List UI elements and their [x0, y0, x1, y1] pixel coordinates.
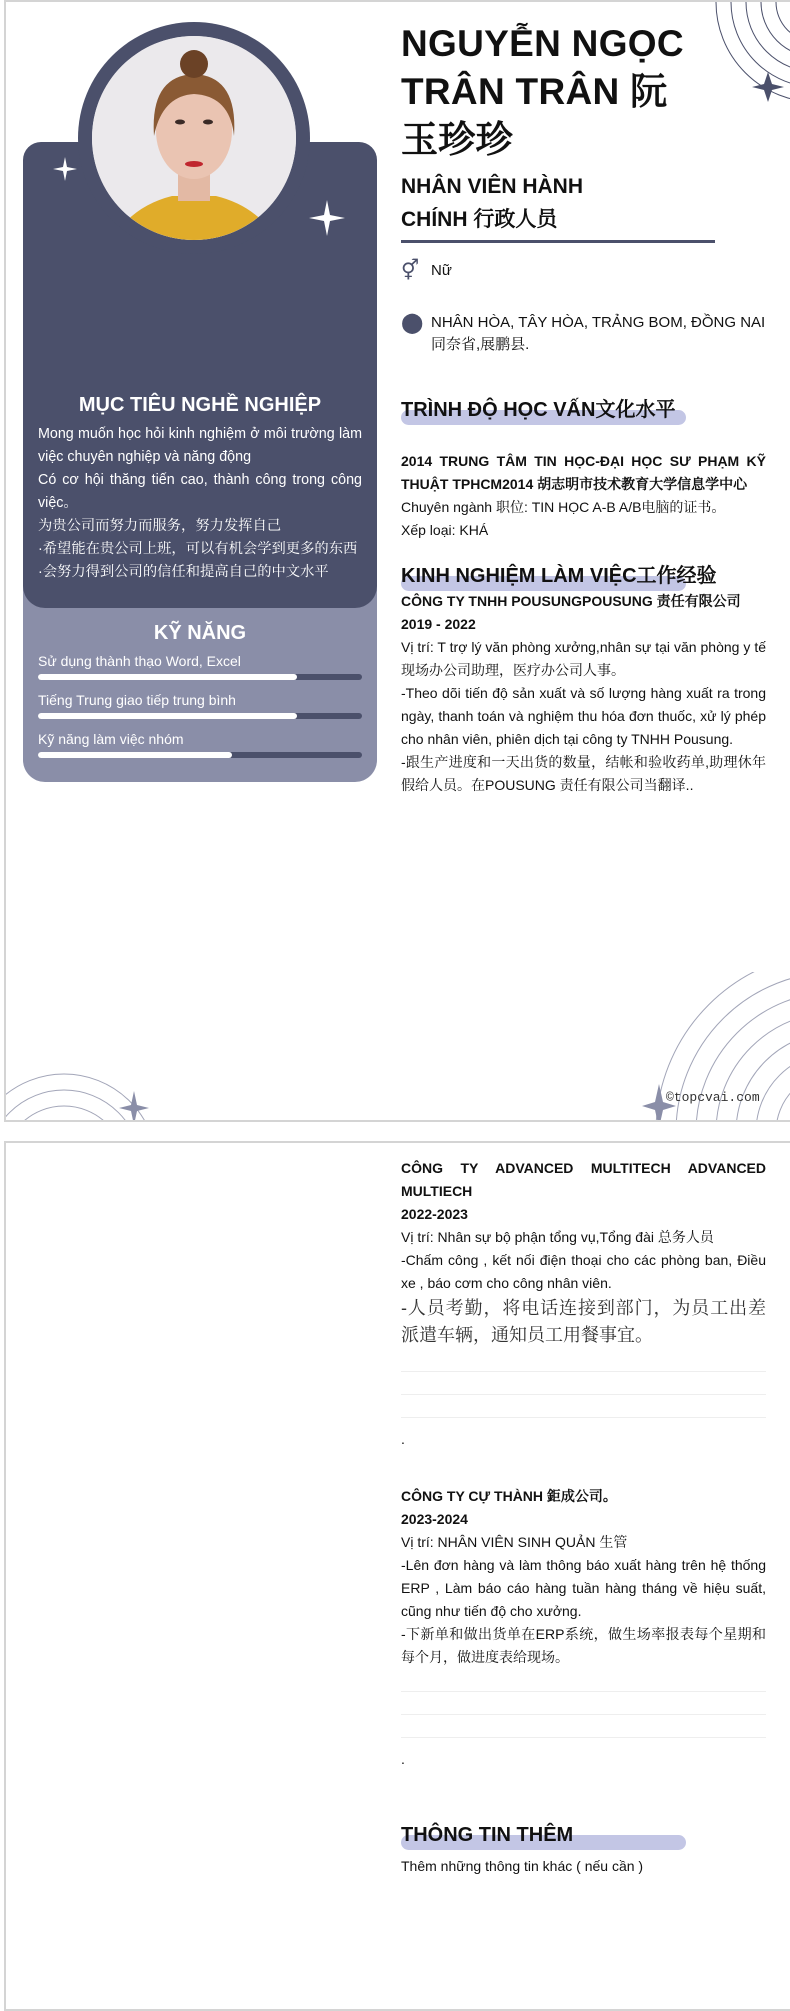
education-heading-text: TRÌNH ĐỘ HỌC VẤN文化水平 [401, 399, 676, 421]
watermark: ©topcvai.com [666, 1090, 760, 1105]
skills-heading: KỸ NĂNG [153, 622, 247, 644]
skill-label: Kỹ năng làm việc nhóm [38, 731, 184, 747]
job-period: 2023-2024 [401, 1511, 468, 1527]
skill-label: Sử dụng thành thạo Word, Excel [38, 653, 241, 669]
job-detail: Vị trí: T trợ lý văn phòng xưởng,nhân sự tại văn phòng y tế 现场办公司助理，医疗办公司人事。 [401, 639, 766, 678]
candidate-name: NGUYỄN NGỌC TRÂN TRÂN 阮玉珍珍 [401, 23, 684, 160]
job-period: 2019 - 2022 [401, 616, 476, 632]
cv-page-2 [4, 1141, 790, 2011]
gender-icon: ⚥ [401, 260, 420, 282]
experience-section [401, 562, 766, 797]
job-period: 2022-2023 [401, 1206, 468, 1222]
arc-decoration-icon [706, 2, 790, 112]
job-company: CÔNG TY TNHH POUSUNGPOUSUNG 责任有限公司 [401, 593, 741, 609]
experience-heading-text: KINH NGHIỆM LÀM VIỆC工作经验 [401, 565, 717, 587]
skill-label: Tiếng Trung giao tiếp trung bình [38, 692, 236, 708]
skills-section [23, 622, 377, 768]
additional-heading-text: THÔNG TIN THÊM [401, 1824, 574, 1846]
job-detail: . [401, 1751, 405, 1767]
skill-bar [38, 713, 362, 719]
job-detail: . [401, 1431, 405, 1447]
skill-bar-fill [38, 674, 297, 680]
job-detail: -跟生产进度和一天出货的数量，结帐和验收药单,助理休年假给人员。在POUSUNG 责任有限公司当翻译.. [401, 754, 766, 793]
job-detail: Vị trí: Nhân sự bộ phận tổng vụ,Tổng đài 总务人员 [401, 1229, 714, 1245]
gender-row [401, 260, 766, 282]
experience-continued [401, 1157, 766, 1878]
education-school: 2014 TRUNG TÂM TIN HỌC-ĐẠI HỌC SƯ PHẠM KỸ THUẬT TPHCM2014 胡志明市技术教育大学信息学中心 [401, 453, 766, 492]
cv-page-1 [4, 0, 790, 1122]
additional-heading [401, 1821, 766, 1849]
education-rank: Xếp loại: KHÁ [401, 522, 489, 538]
sparkle-icon [309, 200, 345, 236]
portrait-photo [92, 36, 296, 240]
skill-item [23, 690, 377, 719]
education-major: Chuyên ngành 职位: TIN HỌC A-B A/B电脑的证书。 [401, 499, 726, 515]
arc-decoration-bottom-left-icon [6, 1067, 156, 1122]
job-detail: Vị trí: NHÂN VIÊN SINH QUẢN 生管 [401, 1534, 628, 1550]
address-row [401, 312, 766, 356]
gender-value: Nữ [431, 262, 452, 279]
job-detail: -Theo dõi tiến độ sản xuất và số lượng hàng xuất ra trong ngày, thanh toán và nghiệm thu hóa đơn thuốc, xử lý phép cho nhân viên, phiên dịch tại công ty TNHH Pousung. [401, 685, 766, 747]
experience-heading [401, 562, 766, 590]
objective-line: Mong muốn học hỏi kinh nghiệm ở môi trường làm việc chuyên nghiệp và năng động [38, 426, 362, 465]
skill-bar-fill [38, 713, 297, 719]
title-divider [401, 240, 715, 243]
job-title: NHÂN VIÊN HÀNH CHÍNH 行政人员 [401, 175, 584, 231]
header [401, 20, 701, 243]
job-detail: -Chấm công , kết nối điện thoại cho các phòng ban, Điều xe , báo cơm cho công nhân viên. [401, 1252, 766, 1291]
objective-line: 为贵公司而努力而服务，努力发挥自己 [38, 518, 282, 534]
address-value: NHÂN HÒA, TÂY HÒA, TRẢNG BOM, ĐỒNG NAI 同奈省,展鹏县. [431, 314, 766, 353]
skill-bar [38, 674, 362, 680]
skill-item [23, 729, 377, 758]
objective-line: Có cơ hội thăng tiến cao, thành công trong công việc。 [38, 472, 362, 511]
skill-bar [38, 752, 362, 758]
objective-line: ·会努力得到公司的信任和提高自己的中文水平 [38, 564, 329, 580]
contact-info [401, 260, 766, 356]
additional-text: Thêm những thông tin khác ( nếu cần ) [401, 1858, 644, 1874]
job-company: CÔNG TY ADVANCED MULTITECH ADVANCED MULTIECH [401, 1160, 766, 1199]
job-detail: -下新单和做出货单在ERP系统，做生场率报表每个星期和每个月，做进度表给现场。 [401, 1626, 766, 1665]
objective-line: ·希望能在贵公司上班，可以有机会学到更多的东西 [38, 541, 358, 557]
sparkle-icon [53, 157, 77, 181]
education-heading [401, 396, 766, 424]
education-section [401, 396, 766, 542]
job-detail: -Lên đơn hàng và làm thông báo xuất hàng trên hệ thống ERP , Làm báo cáo hàng tuần hàng tháng về hiệu suất, cũng như tiến độ cho xưởng. [401, 1557, 766, 1619]
location-pin-icon: ⬤ [401, 312, 424, 334]
skill-bar-fill [38, 752, 232, 758]
objective-heading: MỤC TIÊU NGHỀ NGHIỆP [78, 394, 322, 416]
avatar [92, 36, 296, 240]
career-objective [23, 394, 377, 584]
skill-item [23, 651, 377, 680]
job-detail: -人员考勤，将电话连接到部门，为员工出差派遣车辆，通知员工用餐事宜。 [401, 1298, 766, 1345]
job-company: CÔNG TY CỰ THÀNH 鉅成公司。 [401, 1488, 617, 1504]
